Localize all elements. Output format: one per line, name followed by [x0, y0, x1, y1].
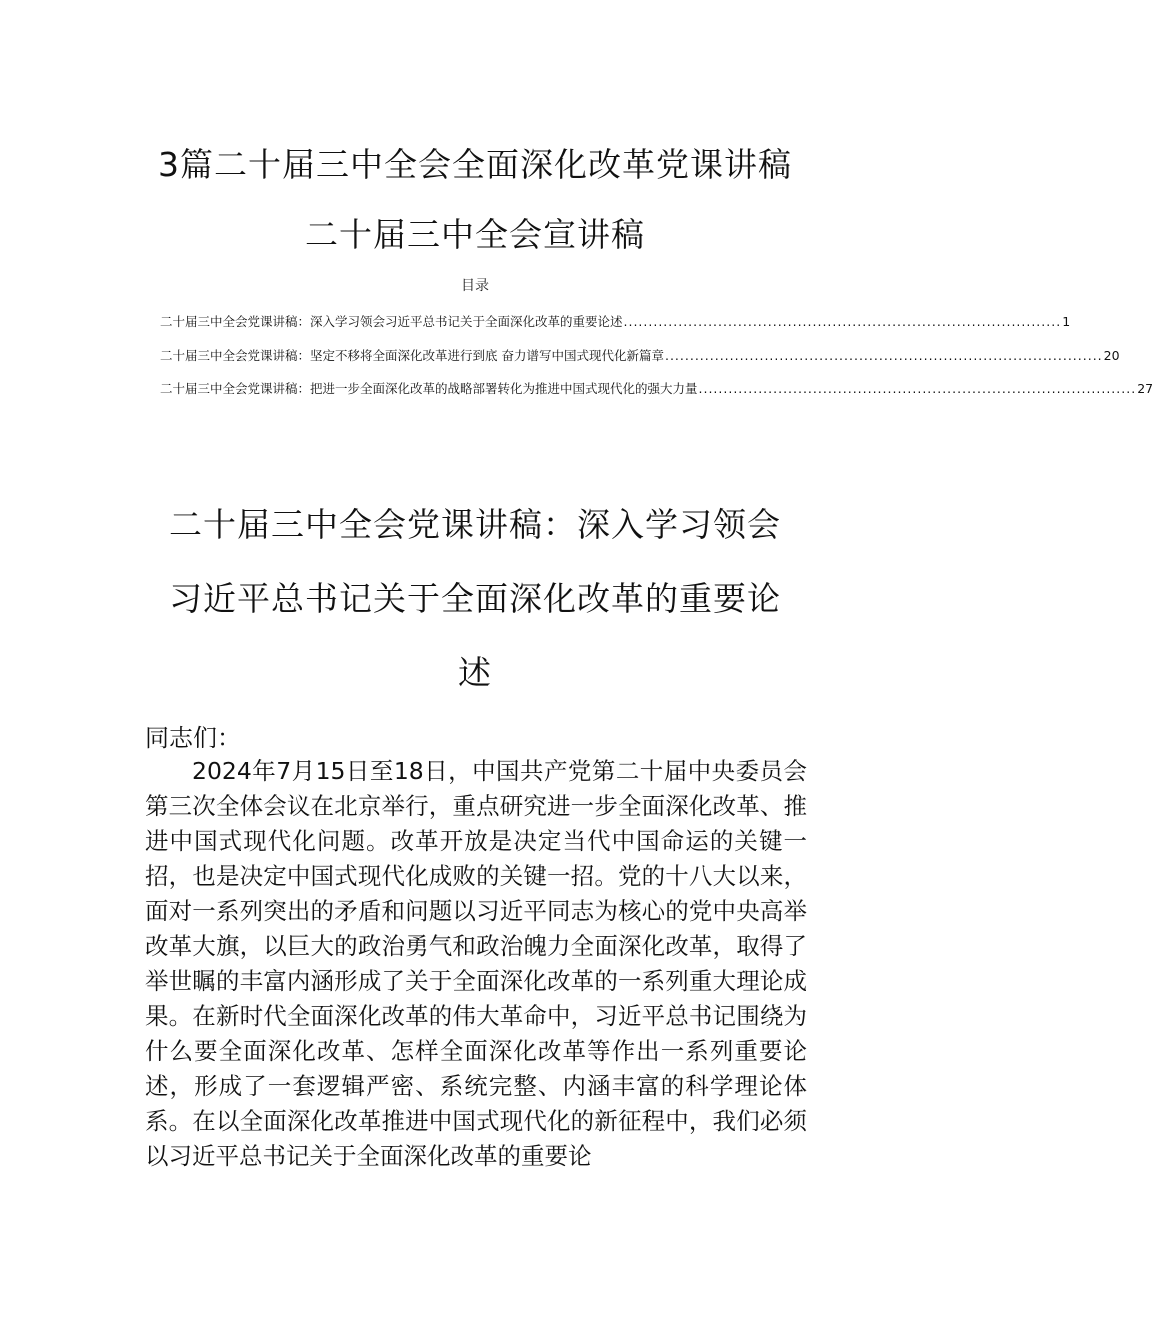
document-title: 3篇二十届三中全会全面深化改革党课讲稿	[158, 145, 792, 184]
toc-dot-leader: ........................................................................................	[623, 314, 1062, 329]
toc-entry-text: 二十届三中全会党课讲稿：把进一步全面深化改革的战略部署转化为推进中国式现代化的强大力量	[160, 381, 698, 396]
toc-page-number: 27	[1137, 381, 1153, 396]
body-paragraph: 2024年7月15日至18日，中国共产党第二十届中央委员会第三次全体会议在北京举行，重点研究进一步全面深化改革、推进中国式现代化问题。改革开放是决定当代中国命运的关键一招，也是决定中国式现代化成败的关键一招。党的十八大以来，面对一系列突出的矛盾和问题以习近平同志为核心的党中央高举改革大旗，以巨大的政治勇气和政治魄力全面深化改革，取得了举世瞩的丰富内涵形成了关于全面深化改革的一系列重大理论成果。在新时代全面深化改革的伟大革命中，习近平总书记围绕为什么要全面深化改革、怎样全面深化改革等作出一系列重要论述，形成了一套逻辑严密、系统完整、内涵丰富的科学理论体系。在以全面深化改革推进中国式现代化的新征程中，我们必须以习近平总书记关于全面深化改革的重要论	[145, 757, 807, 1170]
toc-entry-text: 二十届三中全会党课讲稿：坚定不移将全面深化改革进行到底 奋力谱写中国式现代化新篇章	[160, 347, 664, 363]
toc-dot-leader: ........................................................................................	[664, 347, 1103, 363]
toc-dot-leader: ........................................................................................	[698, 381, 1137, 396]
toc-entry-text: 二十届三中全会党课讲稿：深入学习领会习近平总书记关于全面深化改革的重要论述	[160, 314, 623, 329]
salutation: 同志们：	[145, 724, 241, 752]
toc-heading: 目录	[461, 278, 489, 294]
toc-entry-3[interactable]	[160, 379, 1153, 399]
toc-page-number: 20	[1103, 347, 1120, 363]
toc-page-number: 1	[1062, 314, 1071, 329]
toc-entry-1[interactable]	[160, 312, 1071, 332]
section-heading: 二十届三中全会党课讲稿：深入学习领会习近平总书记关于全面深化改革的重要论述	[169, 505, 781, 692]
toc-entry-2[interactable]	[160, 346, 1120, 366]
table-of-contents	[160, 312, 1153, 413]
document-subtitle: 二十届三中全会宣讲稿	[305, 215, 645, 254]
